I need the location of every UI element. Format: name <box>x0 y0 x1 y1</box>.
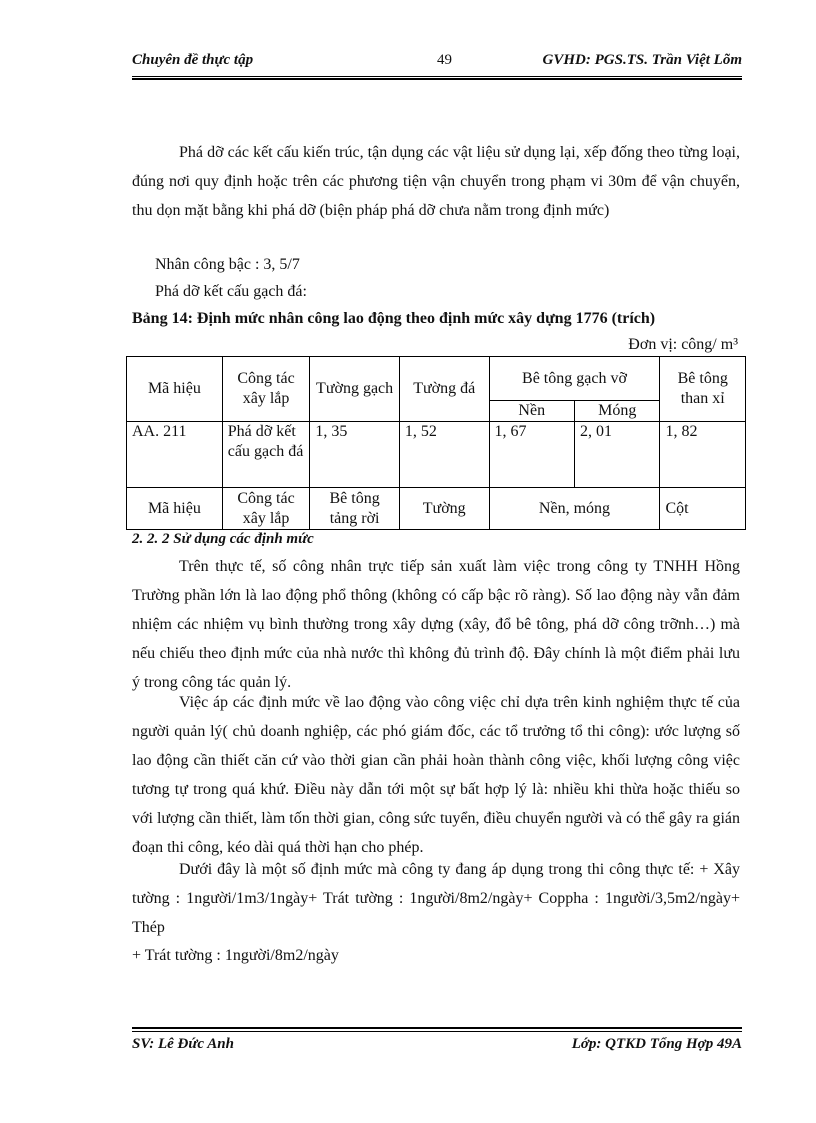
section-paragraph-1: Trên thực tế, số công nhân trực tiếp sản xuất làm việc trong công ty TNHH Hồng Trường phần lớn là lao động phổ thông (không có cấp bậc rõ ràng). Số lao động này vẫn đảm nhiệm các nhiệm vụ bình thường trong xây dựng (xây, đổ bê tông, phá dỡ công trỡnh…) mà nếu chiếu theo định mức của nhà nước thì không đủ trình độ. Đây chính là một điểm phải lưu ý trong công tác quản lý. <box>132 558 740 691</box>
labor-norm-table <box>126 356 746 530</box>
table-row <box>127 422 746 488</box>
page-header <box>132 52 742 74</box>
intro-paragraph: Phá dỡ các kết cấu kiến trúc, tận dụng các vật liệu sử dụng lại, xếp đống theo từng loại, đúng nơi quy định hoặc trên các phương tiện vận chuyển trong phạm vi 30m để vận chuyển, thu dọn mặt bằng khi phá dỡ (biện pháp phá dỡ chưa nằm trong định mức) <box>132 144 740 219</box>
cell-work: Phá dỡ kết cấu gạch đá <box>222 422 310 488</box>
footer-floor-foundation: Nền, móng <box>489 488 660 530</box>
table-unit: Đơn vị: công/ m³ <box>628 336 738 353</box>
page-number: 49 <box>437 52 452 68</box>
table-caption: Bảng 14: Định mức nhân công lao động theo định mức xây dựng 1776 (trích) <box>132 310 656 327</box>
header-rule-thin <box>132 76 742 77</box>
footer-rule-thin <box>132 1031 742 1032</box>
demolition-label: Phá dỡ kết cấu gạch đá: <box>155 283 307 300</box>
header-concrete-broken: Bê tông gạch vỡ <box>489 357 660 401</box>
section-title: 2. 2. 2 Sử dụng các định mức <box>132 531 314 547</box>
footer-rule-thick <box>132 1027 742 1029</box>
header-supervisor: GVHD: PGS.TS. Trần Việt Lõm <box>542 52 742 68</box>
section-paragraph-3: Dưới đây là một số định mức mà công ty đang áp dụng trong thi công thực tế: + Xây tường : 1người/1m3/1ngày+ Trát tường : 1người/8m2/ngày+ Coppha : 1người/3,5m2/ngày+ Thép <box>132 861 740 936</box>
header-work: Công tác xây lắp <box>222 357 310 422</box>
footer-student: SV: Lê Đức Anh <box>132 1036 234 1052</box>
cell-code: AA. 211 <box>127 422 223 488</box>
header-brick-wall: Tường gạch <box>310 357 400 422</box>
table-header-row <box>127 357 746 401</box>
footer-column: Cột <box>660 488 746 530</box>
table-footer-row <box>127 488 746 530</box>
header-stone-wall: Tường đá <box>399 357 489 422</box>
cell-floor: 1, 67 <box>489 422 574 488</box>
section-paragraph-2: Việc áp các định mức về lao động vào công việc chỉ dựa trên kinh nghiệm thực tế của người quản lý( chủ doanh nghiệp, các phó giám đốc, các tổ trưởng tổ thi công): ước lượng số lao động cần thiết căn cứ vào thời gian cần phải hoàn thành công việc, khối lượng công việc tương tự trong quá khứ. Điều này dẫn tới một sự bất hợp lý là: nhiều khi thừa hoặc thiếu so với lượng cần thiết, làm tốn thời gian, công sức tuyển, điều chuyển người và có thể gây ra gián đoạn thi công, kéo dài quá thời hạn cho phép. <box>132 694 740 856</box>
header-floor: Nền <box>489 401 574 422</box>
header-code: Mã hiệu <box>127 357 223 422</box>
cell-stone-wall: 1, 52 <box>399 422 489 488</box>
footer-block-concrete: Bê tông tảng rời <box>310 488 400 530</box>
footer-work: Công tác xây lắp <box>222 488 310 530</box>
header-rule-thick <box>132 78 742 80</box>
page-footer <box>132 1036 742 1053</box>
footer-code: Mã hiệu <box>127 488 223 530</box>
cell-cinder-concrete: 1, 82 <box>660 422 746 488</box>
section-last-line: + Trát tường : 1người/8m2/ngày <box>132 947 339 964</box>
header-cinder-concrete: Bê tông than xỉ <box>660 357 746 422</box>
footer-wall: Tường <box>399 488 489 530</box>
header-title: Chuyên đề thực tập <box>132 52 254 68</box>
cell-brick-wall: 1, 35 <box>310 422 400 488</box>
cell-foundation: 2, 01 <box>574 422 659 488</box>
footer-class: Lớp: QTKD Tổng Hợp 49A <box>571 1036 742 1052</box>
header-foundation: Móng <box>574 401 659 422</box>
labor-grade: Nhân công bậc : 3, 5/7 <box>155 256 300 273</box>
